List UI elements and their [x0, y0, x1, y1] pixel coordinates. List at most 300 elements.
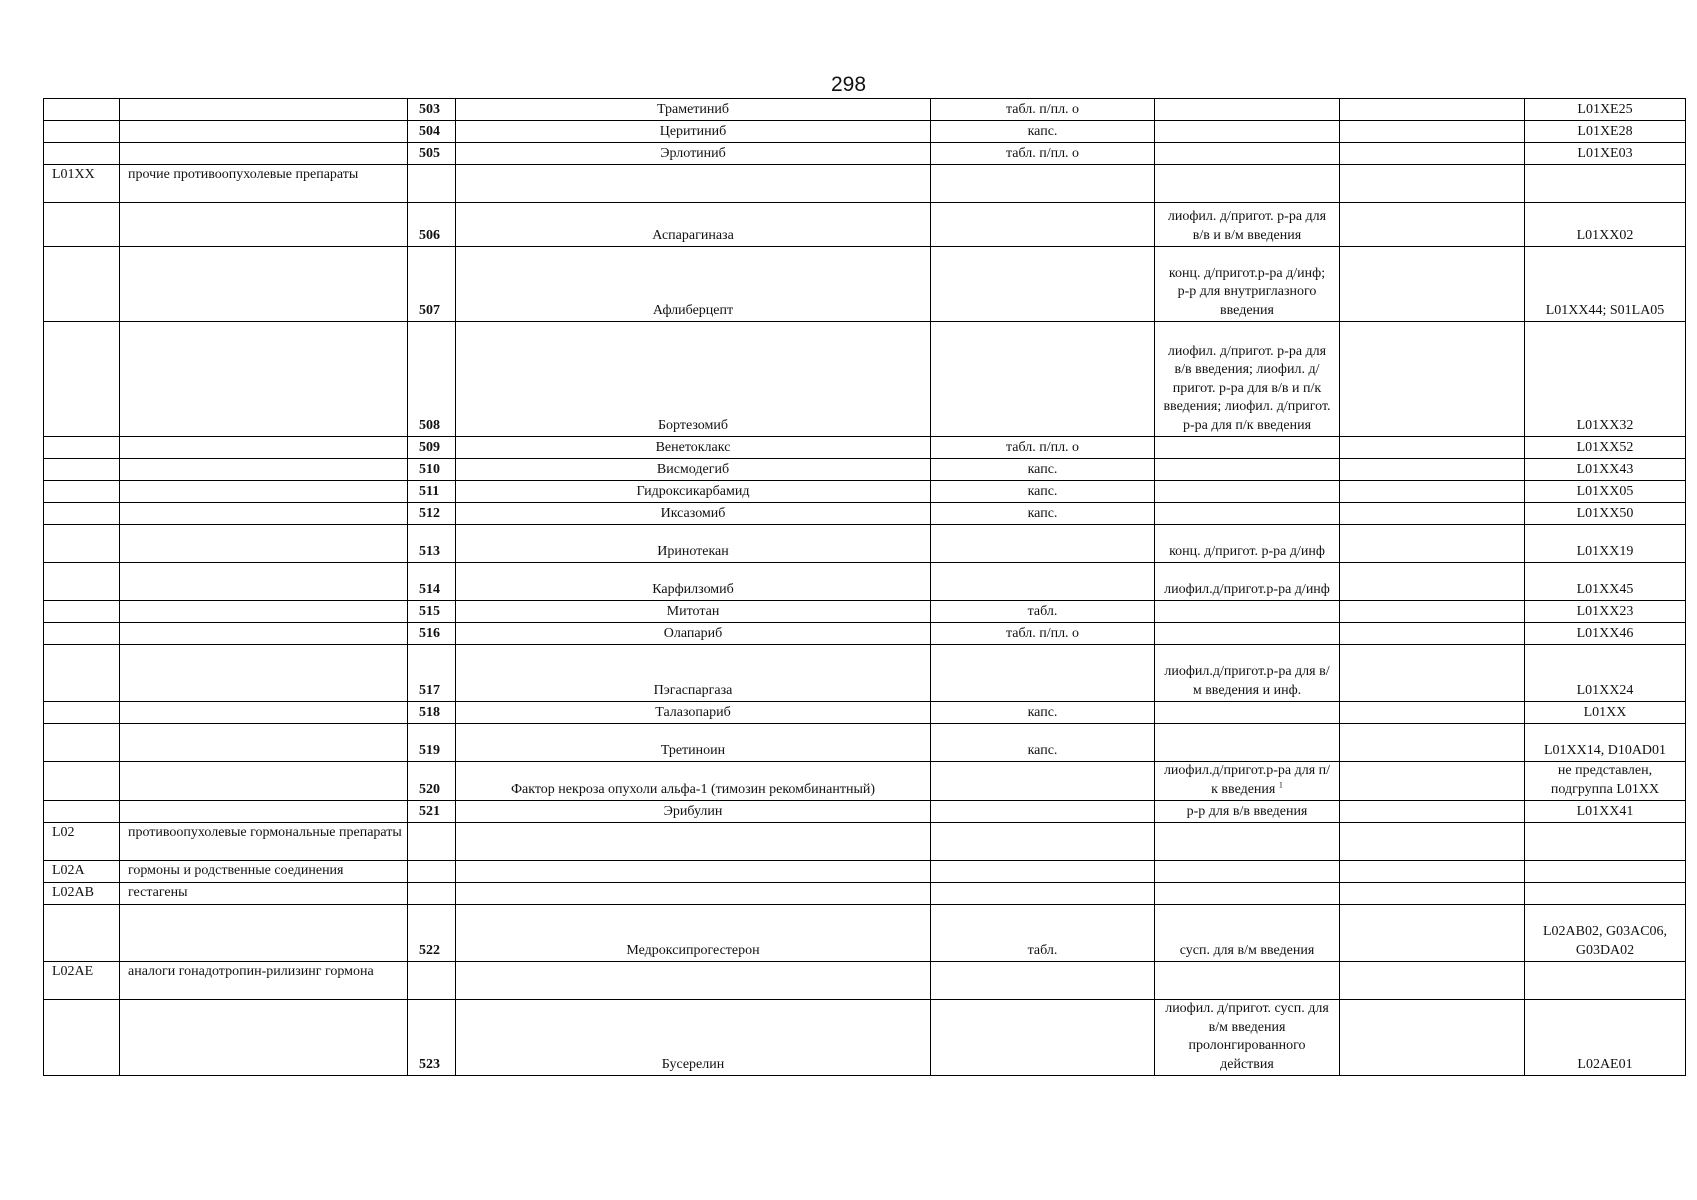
atc-code-cell [44, 962, 120, 1000]
atc-code-text: L02 [52, 825, 75, 840]
drug-name-text: Афлиберцепт [652, 302, 734, 318]
row-number-cell [408, 503, 456, 525]
atc-code-text: L02A [52, 863, 85, 878]
oral-form-text: табл. [1027, 942, 1058, 958]
group-name-cell [120, 724, 408, 762]
atc-code-cell [44, 623, 120, 645]
group-name-cell [120, 525, 408, 563]
group-name-text: гестагены [128, 885, 188, 900]
atc-full-code-cell [1525, 165, 1686, 203]
row-number-cell [408, 702, 456, 724]
group-name-cell [120, 801, 408, 823]
oral-form-text: капс. [1027, 505, 1058, 521]
injectable-form-cell [1155, 99, 1340, 121]
extra-cell [1340, 823, 1525, 861]
group-name-cell [120, 1000, 408, 1076]
oral-form-text: табл. п/пл. о [1005, 625, 1080, 641]
atc-full-code-text: L01XX14, D10AD01 [1543, 742, 1667, 758]
oral-form-cell [931, 525, 1155, 563]
injectable-form-cell [1155, 861, 1340, 883]
extra-cell [1340, 762, 1525, 801]
row-number-cell [408, 165, 456, 203]
row-number-text: 513 [419, 543, 440, 559]
table-row [44, 645, 1686, 702]
table-row [44, 121, 1686, 143]
atc-full-code-cell [1525, 143, 1686, 165]
injectable-form-cell [1155, 459, 1340, 481]
atc-full-code-cell [1525, 121, 1686, 143]
oral-form-cell [931, 905, 1155, 962]
injectable-form-cell [1155, 437, 1340, 459]
group-name-cell [120, 459, 408, 481]
atc-code-cell [44, 823, 120, 861]
atc-code-cell [44, 905, 120, 962]
oral-form-cell [931, 823, 1155, 861]
atc-code-cell [44, 601, 120, 623]
row-number-text: 510 [419, 461, 440, 477]
group-name-cell [120, 99, 408, 121]
drug-name-cell [456, 905, 931, 962]
table-row [44, 503, 1686, 525]
injectable-form-cell [1155, 322, 1340, 437]
injectable-form-cell [1155, 563, 1340, 601]
row-number-text: 520 [419, 781, 440, 797]
extra-cell [1340, 121, 1525, 143]
injectable-form-text: лиофил.д/пригот.р-ра для п/к введения [1163, 763, 1331, 797]
oral-form-text: табл. п/пл. о [1005, 101, 1080, 117]
oral-form-cell [931, 143, 1155, 165]
oral-form-cell [931, 702, 1155, 724]
row-number-cell [408, 1000, 456, 1076]
oral-form-cell [931, 121, 1155, 143]
row-number-cell [408, 823, 456, 861]
injectable-form-cell [1155, 905, 1340, 962]
atc-full-code-text: L01XX32 [1576, 417, 1634, 433]
row-number-cell [408, 481, 456, 503]
injectable-form-cell [1155, 601, 1340, 623]
drug-table [43, 98, 1686, 1076]
atc-full-code-text: L01XX [1583, 704, 1627, 720]
oral-form-cell [931, 481, 1155, 503]
table-row [44, 823, 1686, 861]
row-number-cell [408, 801, 456, 823]
atc-full-code-text: L01XX23 [1576, 603, 1634, 619]
drug-name-cell [456, 861, 931, 883]
atc-full-code-cell [1525, 762, 1686, 801]
group-name-cell [120, 623, 408, 645]
group-name-cell [120, 962, 408, 1000]
row-number-text: 519 [419, 742, 440, 758]
row-number-cell [408, 861, 456, 883]
row-number-cell [408, 905, 456, 962]
drug-name-text: Фактор некроза опухоли альфа-1 (тимозин рекомбинантный) [510, 781, 875, 797]
oral-form-cell [931, 203, 1155, 247]
injectable-form-cell [1155, 823, 1340, 861]
row-number-cell [408, 247, 456, 322]
atc-code-cell [44, 459, 120, 481]
atc-full-code-cell [1525, 601, 1686, 623]
group-name-cell [120, 322, 408, 437]
drug-name-text: Венетоклакс [655, 439, 731, 455]
extra-cell [1340, 165, 1525, 203]
injectable-form-cell [1155, 645, 1340, 702]
oral-form-cell [931, 503, 1155, 525]
atc-code-cell [44, 203, 120, 247]
row-number-cell [408, 203, 456, 247]
injectable-form-cell [1155, 962, 1340, 1000]
oral-form-cell [931, 801, 1155, 823]
oral-form-text: табл. п/пл. о [1005, 439, 1080, 455]
drug-name-cell [456, 247, 931, 322]
atc-code-cell [44, 563, 120, 601]
group-name-cell [120, 702, 408, 724]
drug-name-text: Бортезомиб [657, 417, 728, 433]
drug-name-cell [456, 823, 931, 861]
drug-name-text: Иксазомиб [660, 505, 726, 521]
atc-full-code-text: L01XX44; S01LA05 [1545, 302, 1665, 318]
row-number-cell [408, 437, 456, 459]
group-name-cell [120, 601, 408, 623]
table-row [44, 962, 1686, 1000]
extra-cell [1340, 623, 1525, 645]
injectable-form-cell [1155, 481, 1340, 503]
drug-name-cell [456, 601, 931, 623]
extra-cell [1340, 1000, 1525, 1076]
group-name-text: прочие противоопухолевые препараты [128, 167, 359, 182]
table-row [44, 905, 1686, 962]
drug-name-text: Траметиниб [656, 101, 730, 117]
table-row [44, 437, 1686, 459]
group-name-cell [120, 165, 408, 203]
atc-full-code-cell [1525, 724, 1686, 762]
row-number-cell [408, 99, 456, 121]
oral-form-cell [931, 601, 1155, 623]
injectable-form-text: лиофил. д/пригот. сусп. для в/м введения пролонгированного действия [1165, 1001, 1329, 1072]
row-number-text: 506 [419, 227, 440, 243]
injectable-form-cell [1155, 143, 1340, 165]
row-number-cell [408, 724, 456, 762]
table-row [44, 883, 1686, 905]
table-body [44, 99, 1686, 1076]
atc-full-code-text: L01XX45 [1576, 581, 1634, 597]
oral-form-cell [931, 724, 1155, 762]
atc-code-cell [44, 861, 120, 883]
row-number-text: 517 [419, 682, 440, 698]
row-number-text: 514 [419, 581, 440, 597]
atc-full-code-cell [1525, 905, 1686, 962]
atc-full-code-cell [1525, 525, 1686, 563]
group-name-cell [120, 143, 408, 165]
oral-form-text: капс. [1027, 461, 1058, 477]
atc-code-cell [44, 481, 120, 503]
drug-name-cell [456, 525, 931, 563]
row-number-text: 508 [419, 417, 440, 433]
drug-name-text: Третиноин [660, 742, 726, 758]
table-row [44, 165, 1686, 203]
oral-form-text: капс. [1027, 742, 1058, 758]
injectable-form-text: лиофил.д/пригот.р-ра для в/м введения и инф. [1164, 664, 1330, 698]
row-number-text: 522 [419, 942, 440, 958]
oral-form-cell [931, 165, 1155, 203]
drug-name-cell [456, 702, 931, 724]
drug-name-cell [456, 503, 931, 525]
drug-name-cell [456, 143, 931, 165]
table-row [44, 481, 1686, 503]
atc-full-code-text: L02AB02, G03AC06, G03DA02 [1542, 924, 1668, 958]
atc-full-code-cell [1525, 459, 1686, 481]
oral-form-cell [931, 247, 1155, 322]
row-number-text: 521 [419, 803, 440, 819]
atc-code-cell [44, 525, 120, 563]
atc-code-cell [44, 883, 120, 905]
drug-name-cell [456, 165, 931, 203]
row-number-cell [408, 883, 456, 905]
atc-code-cell [44, 801, 120, 823]
group-name-cell [120, 121, 408, 143]
drug-name-text: Эрлотиниб [660, 145, 726, 161]
atc-full-code-text: L01XX46 [1576, 625, 1634, 641]
drug-name-text: Олапариб [663, 625, 723, 641]
drug-name-text: Медроксипрогестерон [626, 942, 760, 958]
extra-cell [1340, 962, 1525, 1000]
injectable-form-cell [1155, 724, 1340, 762]
atc-code-cell [44, 724, 120, 762]
table-row [44, 801, 1686, 823]
drug-name-text: Гидроксикарбамид [636, 483, 750, 499]
drug-name-text: Талазопариб [655, 704, 731, 720]
atc-code-cell [44, 247, 120, 322]
atc-full-code-text: L01XE03 [1577, 145, 1633, 161]
row-number-text: 509 [419, 439, 440, 455]
group-name-cell [120, 861, 408, 883]
drug-name-text: Эрибулин [663, 803, 723, 819]
row-number-text: 518 [419, 704, 440, 720]
oral-form-text: капс. [1027, 704, 1058, 720]
atc-full-code-cell [1525, 437, 1686, 459]
group-name-cell [120, 247, 408, 322]
atc-code-cell [44, 645, 120, 702]
group-name-cell [120, 481, 408, 503]
extra-cell [1340, 563, 1525, 601]
atc-full-code-cell [1525, 861, 1686, 883]
table-row [44, 99, 1686, 121]
oral-form-text: капс. [1027, 483, 1058, 499]
injectable-form-cell [1155, 623, 1340, 645]
table-row [44, 623, 1686, 645]
oral-form-cell [931, 99, 1155, 121]
extra-cell [1340, 459, 1525, 481]
atc-full-code-cell [1525, 702, 1686, 724]
atc-code-cell [44, 503, 120, 525]
extra-cell [1340, 724, 1525, 762]
row-number-text: 507 [419, 302, 440, 318]
table-row [44, 203, 1686, 247]
injectable-form-text: сусп. для в/м введения [1179, 942, 1315, 958]
injectable-form-cell [1155, 883, 1340, 905]
atc-code-cell [44, 121, 120, 143]
group-name-cell [120, 823, 408, 861]
injectable-form-text: р-р для в/в введения [1186, 803, 1308, 819]
oral-form-cell [931, 623, 1155, 645]
oral-form-cell [931, 437, 1155, 459]
atc-full-code-cell [1525, 1000, 1686, 1076]
drug-name-cell [456, 437, 931, 459]
atc-code-cell [44, 99, 120, 121]
drug-name-cell [456, 99, 931, 121]
group-name-cell [120, 883, 408, 905]
extra-cell [1340, 143, 1525, 165]
atc-full-code-cell [1525, 801, 1686, 823]
row-number-cell [408, 623, 456, 645]
atc-full-code-cell [1525, 481, 1686, 503]
row-number-text: 515 [419, 603, 440, 619]
table-row [44, 459, 1686, 481]
row-number-cell [408, 645, 456, 702]
drug-name-cell [456, 563, 931, 601]
injectable-form-cell [1155, 1000, 1340, 1076]
atc-full-code-text: L01XE28 [1577, 123, 1633, 139]
drug-name-cell [456, 645, 931, 702]
group-name-text: противоопухолевые гормональные препараты [128, 825, 402, 840]
atc-code-cell [44, 165, 120, 203]
atc-full-code-text: L01XX50 [1576, 505, 1634, 521]
drug-name-cell [456, 962, 931, 1000]
atc-full-code-text: L01XE25 [1577, 101, 1633, 117]
extra-cell [1340, 481, 1525, 503]
extra-cell [1340, 702, 1525, 724]
injectable-form-text: лиофил. д/пригот. р-ра для в/в и в/м введения [1167, 209, 1327, 243]
group-name-cell [120, 203, 408, 247]
drug-name-cell [456, 481, 931, 503]
atc-full-code-cell [1525, 645, 1686, 702]
atc-full-code-text: L01XX43 [1576, 461, 1634, 477]
injectable-form-cell [1155, 801, 1340, 823]
drug-name-cell [456, 762, 931, 801]
drug-name-text: Висмодегиб [656, 461, 730, 477]
table-row [44, 601, 1686, 623]
oral-form-cell [931, 645, 1155, 702]
atc-full-code-cell [1525, 99, 1686, 121]
oral-form-cell [931, 459, 1155, 481]
row-number-cell [408, 459, 456, 481]
atc-code-cell [44, 702, 120, 724]
table-row [44, 724, 1686, 762]
injectable-form-text: конц. д/пригот.р-ра д/инф; р-р для внутриглазного введения [1168, 265, 1326, 318]
atc-full-code-cell [1525, 503, 1686, 525]
drug-name-cell [456, 883, 931, 905]
extra-cell [1340, 203, 1525, 247]
atc-full-code-text: L01XX52 [1576, 439, 1634, 455]
atc-code-text: L02AB [52, 885, 94, 900]
group-name-cell [120, 437, 408, 459]
oral-form-cell [931, 322, 1155, 437]
oral-form-cell [931, 563, 1155, 601]
row-number-text: 516 [419, 625, 440, 641]
injectable-form-text: лиофил. д/пригот. р-ра для в/в введения; лиофил. д/пригот. р-ра для в/в и п/к введения; лиофил. д/пригот. р-ра для п/к введения [1163, 343, 1331, 433]
group-name-cell [120, 762, 408, 801]
table-row [44, 702, 1686, 724]
row-number-text: 523 [419, 1056, 440, 1072]
drug-name-text: Карфилзомиб [652, 581, 734, 597]
group-name-cell [120, 645, 408, 702]
injectable-form-cell [1155, 503, 1340, 525]
atc-full-code-text: L01XX41 [1576, 803, 1634, 819]
table-row [44, 143, 1686, 165]
row-number-text: 511 [419, 483, 440, 499]
oral-form-cell [931, 1000, 1155, 1076]
row-number-cell [408, 525, 456, 563]
extra-cell [1340, 861, 1525, 883]
extra-cell [1340, 883, 1525, 905]
group-name-cell [120, 503, 408, 525]
extra-cell [1340, 322, 1525, 437]
oral-form-cell [931, 962, 1155, 1000]
atc-full-code-cell [1525, 823, 1686, 861]
atc-code-cell [44, 1000, 120, 1076]
extra-cell [1340, 905, 1525, 962]
oral-form-text: табл. [1027, 603, 1058, 619]
atc-full-code-cell [1525, 247, 1686, 322]
drug-name-cell [456, 801, 931, 823]
group-name-text: аналоги гонадотропин-рилизинг гормона [128, 964, 374, 979]
atc-code-cell [44, 322, 120, 437]
atc-full-code-cell [1525, 962, 1686, 1000]
atc-full-code-cell [1525, 883, 1686, 905]
injectable-form-cell [1155, 525, 1340, 563]
extra-cell [1340, 525, 1525, 563]
atc-full-code-text: L01XX05 [1576, 483, 1634, 499]
group-name-cell [120, 905, 408, 962]
drug-name-text: Митотан [666, 603, 720, 619]
row-number-cell [408, 962, 456, 1000]
extra-cell [1340, 645, 1525, 702]
injectable-form-cell [1155, 121, 1340, 143]
row-number-cell [408, 601, 456, 623]
drug-name-cell [456, 623, 931, 645]
atc-full-code-cell [1525, 623, 1686, 645]
injectable-form-cell [1155, 247, 1340, 322]
drug-name-cell [456, 203, 931, 247]
atc-code-cell [44, 143, 120, 165]
table-row [44, 1000, 1686, 1076]
row-number-cell [408, 121, 456, 143]
row-number-text: 503 [419, 101, 440, 117]
extra-cell [1340, 601, 1525, 623]
table-row [44, 861, 1686, 883]
drug-name-cell [456, 724, 931, 762]
group-name-cell [120, 563, 408, 601]
oral-form-cell [931, 883, 1155, 905]
oral-form-cell [931, 861, 1155, 883]
drug-name-cell [456, 1000, 931, 1076]
drug-name-text: Аспарагиназа [652, 227, 734, 243]
extra-cell [1340, 247, 1525, 322]
atc-full-code-text: не представлен, подгруппа L01XX [1550, 763, 1660, 797]
atc-code-text: L02AE [52, 964, 94, 979]
footnote-marker: 1 [1278, 779, 1283, 789]
table-row [44, 247, 1686, 322]
atc-full-code-cell [1525, 203, 1686, 247]
table-row [44, 322, 1686, 437]
atc-code-cell [44, 437, 120, 459]
row-number-cell [408, 322, 456, 437]
drug-name-cell [456, 459, 931, 481]
atc-full-code-cell [1525, 563, 1686, 601]
row-number-cell [408, 563, 456, 601]
table-row [44, 525, 1686, 563]
extra-cell [1340, 801, 1525, 823]
injectable-form-text: лиофил.д/пригот.р-ра д/инф [1164, 581, 1330, 597]
